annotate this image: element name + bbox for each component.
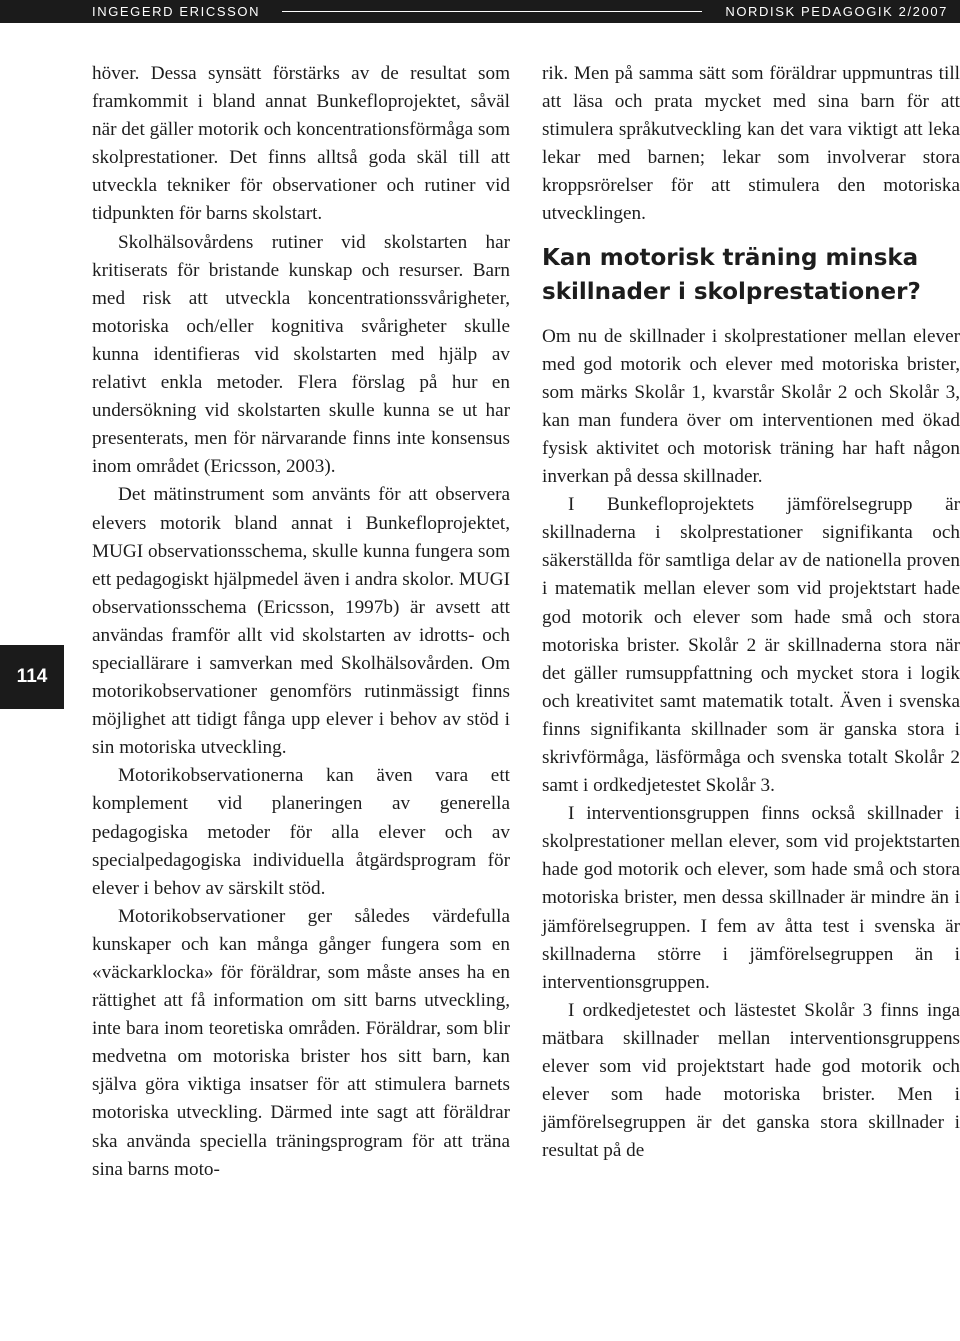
header-rule <box>282 11 702 12</box>
left-column <box>92 60 510 1184</box>
page-number: 114 <box>16 666 48 687</box>
paragraph: I ordkedjetestet och lästestet Skolår 3 finns inga mätbara skillnader mellan interventionsgruppens elever som vid projektstart hade god motorik och elever som hade motoriska brister. Men i jämförelsegruppen är det ganska stora skillnader i resultat på de <box>542 999 960 1162</box>
page-number-tab <box>0 645 64 709</box>
header-journal: NORDISK PEDAGOGIK 2/2007 <box>725 4 948 19</box>
paragraph: Om nu de skillnader i skolprestationer mellan elever med god motorik och elever med motoriska brister, som märks Skolår 1, kvarstår Skolår 2 och Skolår 3, kan man fundera över om interventionen med ökad fysisk aktivitet och motorisk träning har haft någon inverkan på dessa skillnader. <box>542 325 960 488</box>
running-header <box>0 0 960 23</box>
paragraph: Motorikobservationerna kan även vara ett komplement vid planeringen av generella pedagogiska metoder för alla elever och av specialpedagogiska individuella åtgärdsprogram för elever i behov av särskilt stöd. <box>92 765 510 899</box>
paragraph: I interventionsgruppen finns också skillnader i skolprestationer mellan elever, som vid projektstarten hade god motorik och elever, som hade små och stora motoriska brister, men dessa skillnader är mindre än i jämförelsegruppen. I fem av åtta test i svenska är skillnaderna större i jämförelsegruppen än i interventionsgruppen. <box>542 803 960 993</box>
paragraph: I Bunkefloprojektets jämförelsegrupp är skillnaderna i skolprestationer signifikanta och säkerställda för samtliga delar av de nationella proven i matematik mellan elever som vid projektstart hade god motorik och elever som hade små och stora motoriska brister. Skolår 2 är skillnaderna stora när det gäller rumsuppfattning och mycket stora i logik och kreativitet samt matematik totalt. Även i svenska finns signifikanta skillnader som är ganska stora i skrivförmåga, läsförmåga och svenska totalt Skolår 2 samt i ordkedjetestet Skolår 3. <box>542 494 960 797</box>
paragraph: rik. Men på samma sätt som föräldrar uppmuntras till att läsa och prata mycket med sina barn för att stimulera språkutveckling kan det vara viktigt att leka lekar med barnen; lekar som involverar stora kroppsrörelser för att stimulera den motoriska utvecklingen. <box>542 63 960 225</box>
paragraph: Det mätinstrument som använts för att observera elevers motorik bland annat i Bunkefloprojektet, MUGI observationsschema, skulle kunna fungera som ett pedagogiskt hjälpmedel även i andra skolor. MUGI observationsschema (Ericsson, 1997b) är avsett att användas framför allt vid skolstarten av idrotts- och speciallärare i samverkan med Skolhälsovården. Om motorikobservationer genomförs rutinmässigt finns möjlighet att tidigt fånga upp elever i behov av stöd i sin motoriska utveckling. <box>92 484 510 759</box>
right-column <box>542 60 960 1165</box>
paragraph: Skolhälsovårdens rutiner vid skolstarten har kritiserats för bristande kunskap och resurser. Barn med risk att utveckla koncentrationssvårigheter, motoriska och/eller kognitiva svårigheter skulle kunna identifieras vid skolstarten med hjälp av relativt enkla metoder. Flera förslag på hur en undersökning vid skolstarten skulle kunna se ut har presenterats, men för närvarande finns inte konsensus inom området (Ericsson, 2003). <box>92 231 510 478</box>
header-author: INGEGERD ERICSSON <box>92 4 261 19</box>
section-heading: Kan motorisk träning minska skillnader i skolprestationer? <box>542 244 921 305</box>
paragraph: höver. Dessa synsätt förstärks av de resultat som framkommit i bland annat Bunkefloprojektet, såväl när det gäller motorik och koncentrationsförmåga som skolprestationer. Det finns alltså goda skäl till att utveckla tekniker för observationer och rutiner vid tidpunkten för barns skolstart. <box>92 63 510 225</box>
paragraph: Motorikobservationer ger således värdefulla kunskaper och kan många gånger fungera som en «väckarklocka» för föräldrar, som måste anses ha en rättighet att få information om sitt barns utveckling, inte bara inom teoretiska områden. Föräldrar, som blir medvetna om motoriska brister hos sitt barn, kan själva göra viktiga insatser för att stimulera barnets motoriska utveckling. Därmed inte sagt att föräldrar ska använda speciella träningsprogram för att träna sina barns moto- <box>92 905 510 1180</box>
